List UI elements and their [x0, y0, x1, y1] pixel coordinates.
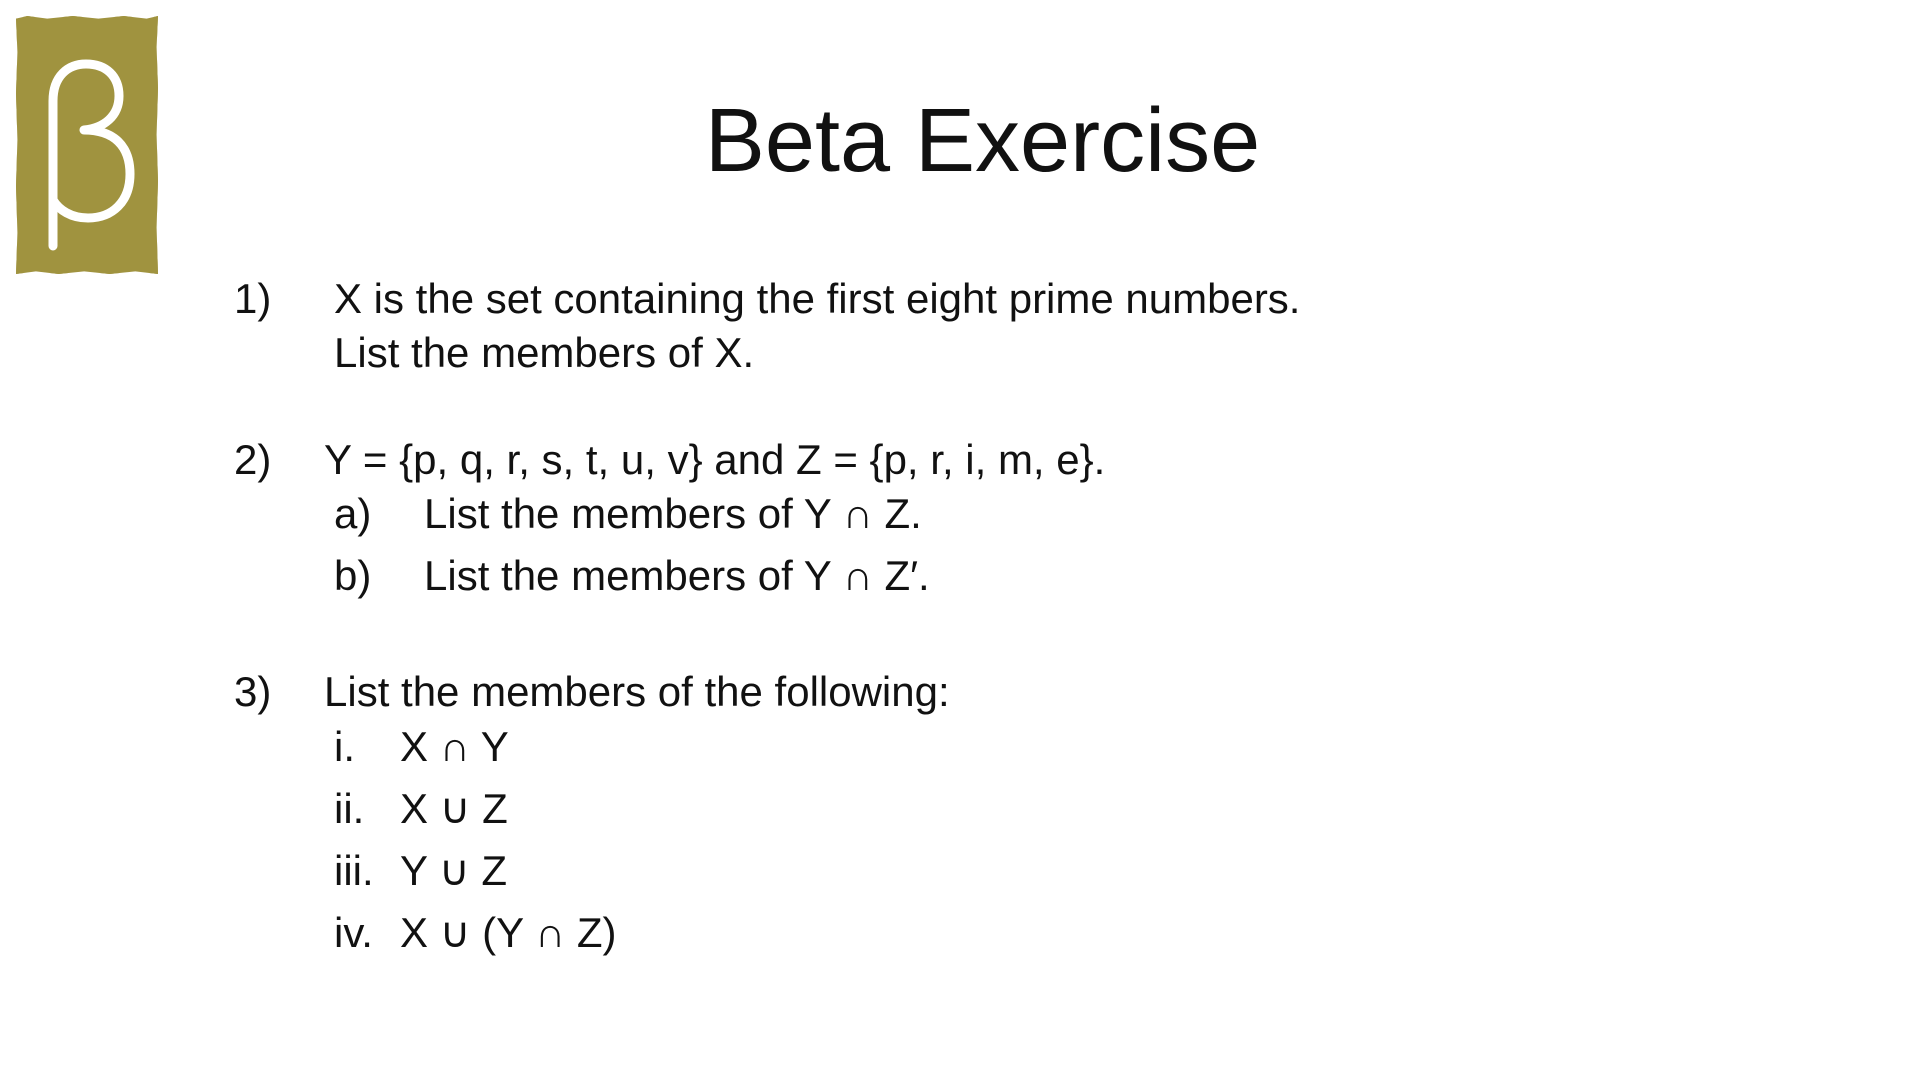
question-3-number: 3)	[234, 668, 272, 715]
question-2-text: Y = {p, q, r, s, t, u, v} and Z = {p, r, i, m, e}.	[324, 436, 1106, 483]
question-3-text: List the members of the following:	[324, 668, 950, 715]
question-3-part-i-text: X ∩ Y	[400, 723, 509, 770]
question-3-part-iii-text: Y ∪ Z	[400, 847, 507, 894]
question-1-line-1: X is the set containing the first eight prime numbers.	[334, 275, 1301, 322]
page-title: Beta Exercise	[704, 91, 1261, 191]
question-3-part-ii-label: ii.	[334, 785, 365, 832]
question-1-line-2: List the members of X.	[334, 329, 755, 376]
question-2-part-b-text: List the members of Y ∩ Z′.	[424, 552, 930, 599]
question-3-part-i-label: i.	[334, 723, 355, 770]
question-3-part-iv-text: X ∪ (Y ∩ Z)	[400, 909, 617, 956]
question-2-part-b-label: b)	[334, 552, 372, 599]
question-2-part-a-label: a)	[334, 490, 372, 537]
question-2-number: 2)	[234, 436, 272, 483]
question-3-part-iv-label: iv.	[334, 909, 373, 956]
question-3-part-iii-label: iii.	[334, 847, 374, 894]
question-1-number: 1)	[234, 275, 272, 322]
question-2-part-a-text: List the members of Y ∩ Z.	[424, 490, 922, 537]
question-3-part-ii-text: X ∪ Z	[400, 785, 508, 832]
